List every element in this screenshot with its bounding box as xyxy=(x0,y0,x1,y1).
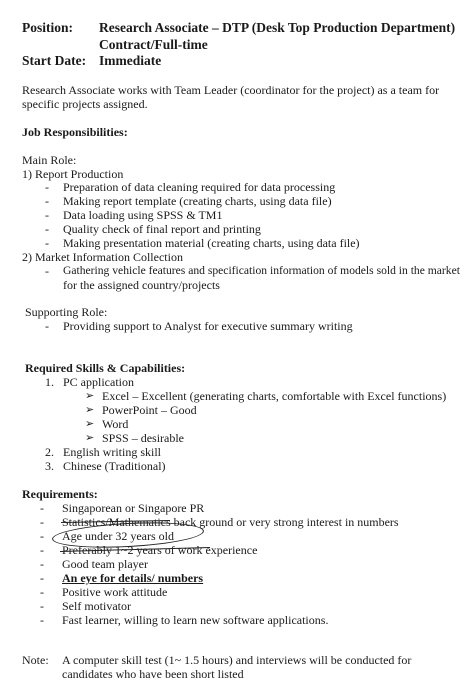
job-responsibilities-heading: Job Responsibilities: xyxy=(22,125,128,139)
supporting-role-label: Supporting Role: xyxy=(25,305,108,319)
bullet-dash: - xyxy=(40,585,44,599)
requirement-item-1: Singaporean or Singapore PR xyxy=(62,501,205,515)
requirement-item-7: Positive work attitude xyxy=(62,585,168,599)
skills-heading: Required Skills & Capabilities: xyxy=(25,361,186,375)
report-production-label: 1) Report Production xyxy=(22,167,124,181)
requirement-item-5: Good team player xyxy=(62,557,148,571)
position-value: Research Associate – DTP (Desk Top Production Department) xyxy=(99,20,456,35)
english-number: 2. xyxy=(45,445,54,459)
bullet-dash: - xyxy=(40,613,44,627)
contract-value: Contract/Full-time xyxy=(99,37,208,52)
start-date-label: Start Date: xyxy=(22,53,87,68)
pc-item-powerpoint: PowerPoint – Good xyxy=(102,403,197,417)
bullet-dash: - xyxy=(40,515,44,529)
pc-item-excel: Excel – Excellent (generating charts, comfortable with Excel functions) xyxy=(102,389,447,403)
requirement-item-3: Age under 32 years old xyxy=(62,529,174,543)
bullet-dash: - xyxy=(45,222,49,236)
position-label: Position: xyxy=(22,20,74,35)
english-label: English writing skill xyxy=(63,445,162,459)
report-item-2: Making report template (creating charts, using data file) xyxy=(63,194,332,208)
bullet-dash: - xyxy=(40,529,44,543)
bullet-dash: - xyxy=(40,571,44,585)
bullet-dash: - xyxy=(45,264,49,278)
requirement-item-4: Preferably 1~2 years of work experience xyxy=(62,543,258,557)
arrow-bullet-icon: ➢ xyxy=(85,404,95,416)
main-role-label: Main Role: xyxy=(22,153,77,167)
bullet-dash: - xyxy=(40,543,44,557)
intro-line-1: Research Associate works with Team Leader (coordinator for the project) as a team for xyxy=(22,83,440,97)
bullet-dash: - xyxy=(40,501,44,515)
chinese-number: 3. xyxy=(45,459,54,473)
bullet-dash: - xyxy=(45,194,49,208)
bullet-dash: - xyxy=(45,236,49,250)
pc-item-word: Word xyxy=(102,417,129,431)
bullet-dash: - xyxy=(45,208,49,222)
requirement-item-2: Statistics/Mathematics back ground or very strong interest in numbers xyxy=(62,515,399,529)
arrow-bullet-icon: ➢ xyxy=(85,418,95,430)
bullet-dash: - xyxy=(45,180,49,194)
pc-item-spss: SPSS – desirable xyxy=(102,431,185,445)
market-info-item-line-2: for the assigned country/projects xyxy=(63,278,220,292)
bullet-dash: - xyxy=(40,599,44,613)
requirement-item-8: Self motivator xyxy=(62,599,131,613)
pc-number: 1. xyxy=(45,375,54,389)
supporting-role-item: Providing support to Analyst for executive summary writing xyxy=(63,319,353,333)
start-date-value: Immediate xyxy=(99,53,162,68)
market-info-item-line-1: Gathering vehicle features and specification information of models sold in the market xyxy=(63,264,460,277)
report-item-1: Preparation of data cleaning required for data processing xyxy=(63,180,336,194)
bullet-dash: - xyxy=(45,319,49,333)
requirements-heading: Requirements: xyxy=(22,487,98,501)
note-line-1: A computer skill test (1~ 1.5 hours) and interviews will be conducted for xyxy=(62,653,412,667)
arrow-bullet-icon: ➢ xyxy=(85,432,95,444)
report-item-5: Making presentation material (creating charts, using data file) xyxy=(63,236,360,250)
report-item-3: Data loading using SPSS & TM1 xyxy=(63,208,223,222)
pc-label: PC application xyxy=(63,375,134,389)
bullet-dash: - xyxy=(40,557,44,571)
note-line-2: candidates who have been short listed xyxy=(62,667,244,681)
arrow-bullet-icon: ➢ xyxy=(85,390,95,402)
intro-line-2: specific projects assigned. xyxy=(22,97,148,111)
requirement-item-6: An eye for details/ numbers xyxy=(62,571,204,585)
market-info-label: 2) Market Information Collection xyxy=(22,250,183,264)
report-item-4: Quality check of final report and printing xyxy=(63,222,261,236)
note-label: Note: xyxy=(22,653,49,667)
requirement-item-9: Fast learner, willing to learn new software applications. xyxy=(62,613,329,627)
chinese-label: Chinese (Traditional) xyxy=(63,459,166,473)
